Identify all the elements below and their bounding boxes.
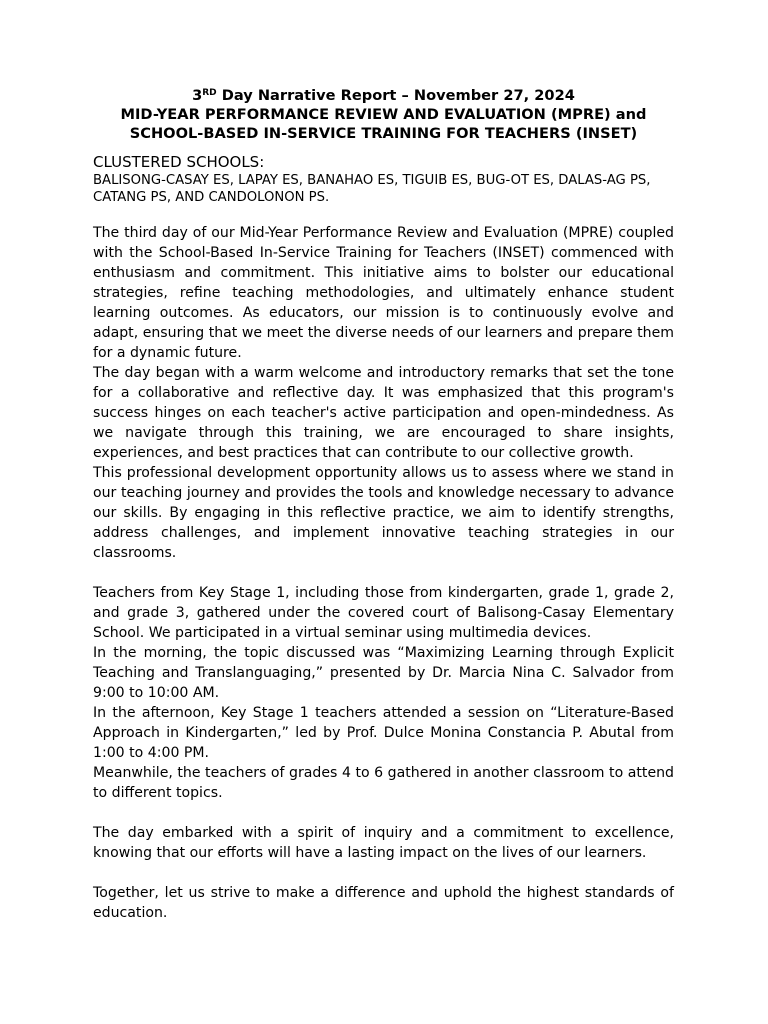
paragraph-gap <box>93 863 674 883</box>
day-number: 3 <box>192 87 203 104</box>
paragraph-gap <box>93 563 674 583</box>
paragraph-together: Together, let us strive to make a difference and uphold the highest standards of education. <box>93 885 674 921</box>
day-title-rest: Day Narrative Report – November 27, 2024 <box>216 87 575 104</box>
paragraph-gap <box>93 803 674 823</box>
title-line-mpre: MID-YEAR PERFORMANCE REVIEW AND EVALUATION (MPRE) and <box>120 106 647 123</box>
report-page <box>93 86 674 923</box>
clustered-schools-heading: CLUSTERED SCHOOLS: <box>93 153 265 171</box>
clustered-schools-list: BALISONG-CASAY ES, LAPAY ES, BANAHAO ES, TIGUIB ES, BUG-OT ES, DALAS-AG PS, CATANG PS, AND CANDOLONON PS. <box>93 173 651 205</box>
paragraph-closing: The day embarked with a spirit of inquiry and a commitment to excellence, knowing that our efforts will have a lasting impact on the lives of our learners. <box>93 825 674 861</box>
title-date-line <box>93 86 674 105</box>
paragraph-afternoon-session: In the afternoon, Key Stage 1 teachers attended a session on “Literature-Based Approach in Kindergarten,” led by Prof. Dulce Monina Constancia P. Abutal from 1:00 to 4:00 PM. <box>93 705 674 761</box>
report-body <box>93 223 674 923</box>
report-title <box>93 86 674 143</box>
paragraph-professional-development: This professional development opportunity allows us to assess where we stand in our teaching journey and provides the tools and knowledge necessary to advance our skills. By engaging in this reflective practice, we aim to identify strengths, address challenges, and implement innovative teaching strategies in our classrooms. <box>93 465 674 561</box>
paragraph-grades-4-6: Meanwhile, the teachers of grades 4 to 6 gathered in another classroom to attend to different topics. <box>93 765 674 801</box>
day-suffix: RD <box>202 88 217 98</box>
paragraph-welcome: The day began with a warm welcome and introductory remarks that set the tone for a collaborative and reflective day. It was emphasized that this program's success hinges on each teacher's active participation and open-mindedness. As we navigate through this training, we are encouraged to share insights, experiences, and best practices that can contribute to our collective growth. <box>93 365 674 461</box>
title-line-inset: SCHOOL-BASED IN-SERVICE TRAINING FOR TEACHERS (INSET) <box>129 125 638 142</box>
paragraph-intro: The third day of our Mid-Year Performance Review and Evaluation (MPRE) coupled with the School-Based In-Service Training for Teachers (INSET) commenced with enthusiasm and commitment. This initiative aims to bolster our educational strategies, refine teaching methodologies, and ultimately enhance student learning outcomes. As educators, our mission is to continuously evolve and adapt, ensuring that we meet the diverse needs of our learners and prepare them for a dynamic future. <box>93 225 674 361</box>
paragraph-morning-session: In the morning, the topic discussed was “Maximizing Learning through Explicit Teaching and Translanguaging,” presented by Dr. Marcia Nina C. Salvador from 9:00 to 10:00 AM. <box>93 645 674 701</box>
paragraph-key-stage-1: Teachers from Key Stage 1, including those from kindergarten, grade 1, grade 2, and grade 3, gathered under the covered court of Balisong-Casay Elementary School. We participated in a virtual seminar using multimedia devices. <box>93 585 674 641</box>
